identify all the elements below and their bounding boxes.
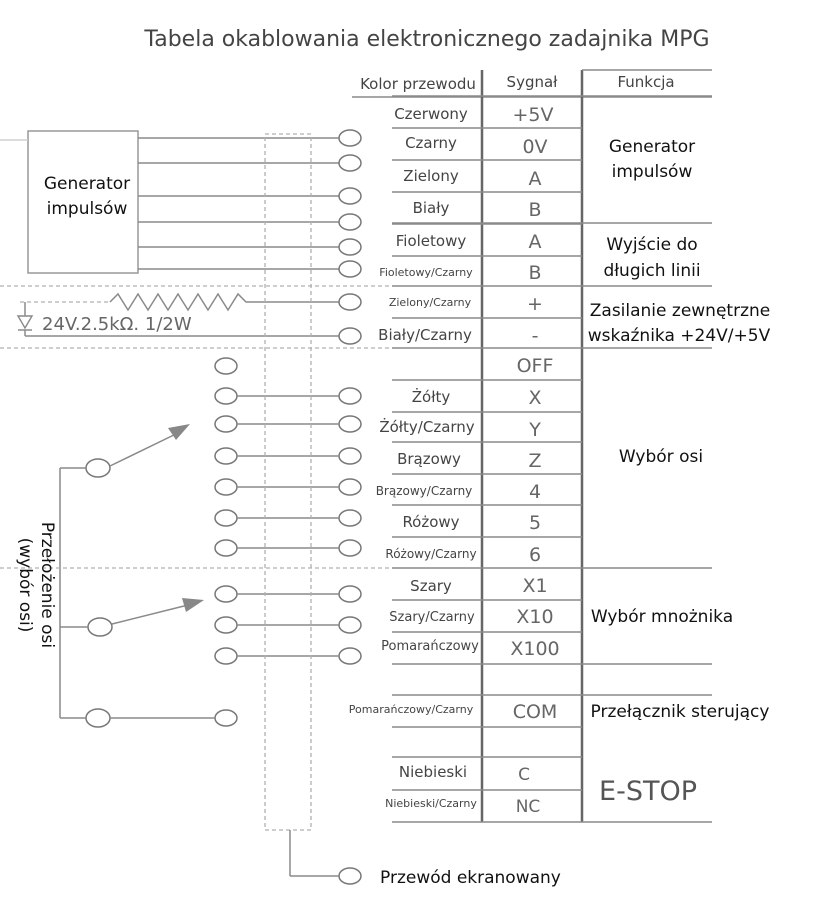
- wire-color: Brązowy/Czarny: [375, 484, 473, 498]
- side-label: [15, 522, 57, 648]
- wire-color: Biały/Czarny: [378, 326, 472, 344]
- wire-color: Niebieski/Czarny: [385, 797, 477, 810]
- signal-value: +: [527, 293, 543, 315]
- signal-value: X100: [510, 638, 560, 660]
- function-label: E-STOP: [599, 776, 697, 807]
- function-label: Zasilanie zewnętrzne: [589, 301, 771, 321]
- generator-box-label: Generator: [43, 174, 131, 194]
- wire-color: Zielony: [403, 167, 459, 185]
- function-label: Wybór osi: [618, 447, 704, 467]
- signal-value: -: [531, 325, 539, 347]
- wire-color: Fioletowy: [395, 232, 467, 250]
- signal-value: X10: [516, 606, 554, 628]
- function-label: Wyjście do: [606, 235, 698, 255]
- signal-value: +5V: [512, 104, 554, 126]
- signal-value: 4: [528, 481, 542, 503]
- wire-color: Czarny: [405, 134, 457, 152]
- function-column: [588, 137, 771, 807]
- signal-value: OFF: [516, 355, 554, 377]
- function-label: wskaźnika +24V/+5V: [587, 326, 771, 346]
- wire-color: Różowy: [402, 513, 460, 531]
- wire-color: Żółty/Czarny: [379, 418, 475, 436]
- header-function: Funkcja: [617, 73, 675, 91]
- wire-color-column: [349, 105, 479, 810]
- signal-value: A: [528, 231, 542, 253]
- wire-color: Różowy/Czarny: [385, 547, 477, 561]
- wire-color: Czerwony: [394, 105, 468, 123]
- shield-label: Przewód ekranowany: [380, 868, 561, 888]
- wire-color: Pomarańczowy: [381, 639, 479, 654]
- function-label: Generator: [608, 137, 696, 157]
- signal-value: A: [528, 168, 542, 190]
- signal-value: X: [528, 387, 542, 409]
- generator-box-label: impulsów: [46, 199, 128, 219]
- wire-color: Niebieski: [398, 763, 468, 781]
- switch-contacts: [215, 358, 339, 726]
- signal-value: 5: [528, 512, 542, 534]
- wire-color: Fioletowy/Czarny: [379, 266, 473, 279]
- resistor-section: [0, 286, 392, 348]
- signal-value: 0V: [522, 136, 548, 158]
- signal-value: Y: [529, 419, 541, 441]
- function-label: Wybór mnożnika: [590, 607, 734, 627]
- rotary-switches: [0, 424, 392, 727]
- signal-value: COM: [512, 701, 558, 723]
- header-signal: Sygnał: [506, 73, 558, 91]
- wire-color: Szary/Czarny: [389, 610, 475, 625]
- signal-value: NC: [515, 797, 541, 817]
- generator-wires: [138, 138, 340, 269]
- wire-color: Zielony/Czarny: [388, 296, 472, 309]
- signal-value: 6: [528, 544, 542, 566]
- resistor-label: 24V.2.5kΩ. 1/2W: [42, 314, 192, 335]
- wire-color: Szary: [410, 577, 452, 595]
- function-label: Przełącznik sterujący: [590, 702, 770, 722]
- function-label: impulsów: [611, 162, 693, 182]
- signal-column: [510, 104, 559, 817]
- signal-value: B: [528, 199, 542, 221]
- wire-color: Pomarańczowy/Czarny: [348, 703, 474, 716]
- function-label: długich linii: [603, 261, 701, 281]
- signal-value: X1: [522, 575, 548, 597]
- header-wire-color: Kolor przewodu: [360, 75, 476, 93]
- signal-value: C: [518, 765, 530, 785]
- wire-color: Żółty: [411, 388, 451, 406]
- wire-color: Brązowy: [397, 450, 461, 468]
- wire-color: Biały: [412, 199, 450, 217]
- signal-value: B: [528, 262, 542, 284]
- pulse-generator-box: [0, 131, 138, 273]
- wire-terminals: [339, 130, 361, 884]
- diagram-title: Tabela okablowania elektronicznego zadajnika MPG: [144, 27, 710, 52]
- side-label-line2: (wybór osi): [15, 537, 35, 633]
- signal-value: Z: [528, 450, 542, 472]
- side-label-line1: Przełożenie osi: [37, 521, 57, 649]
